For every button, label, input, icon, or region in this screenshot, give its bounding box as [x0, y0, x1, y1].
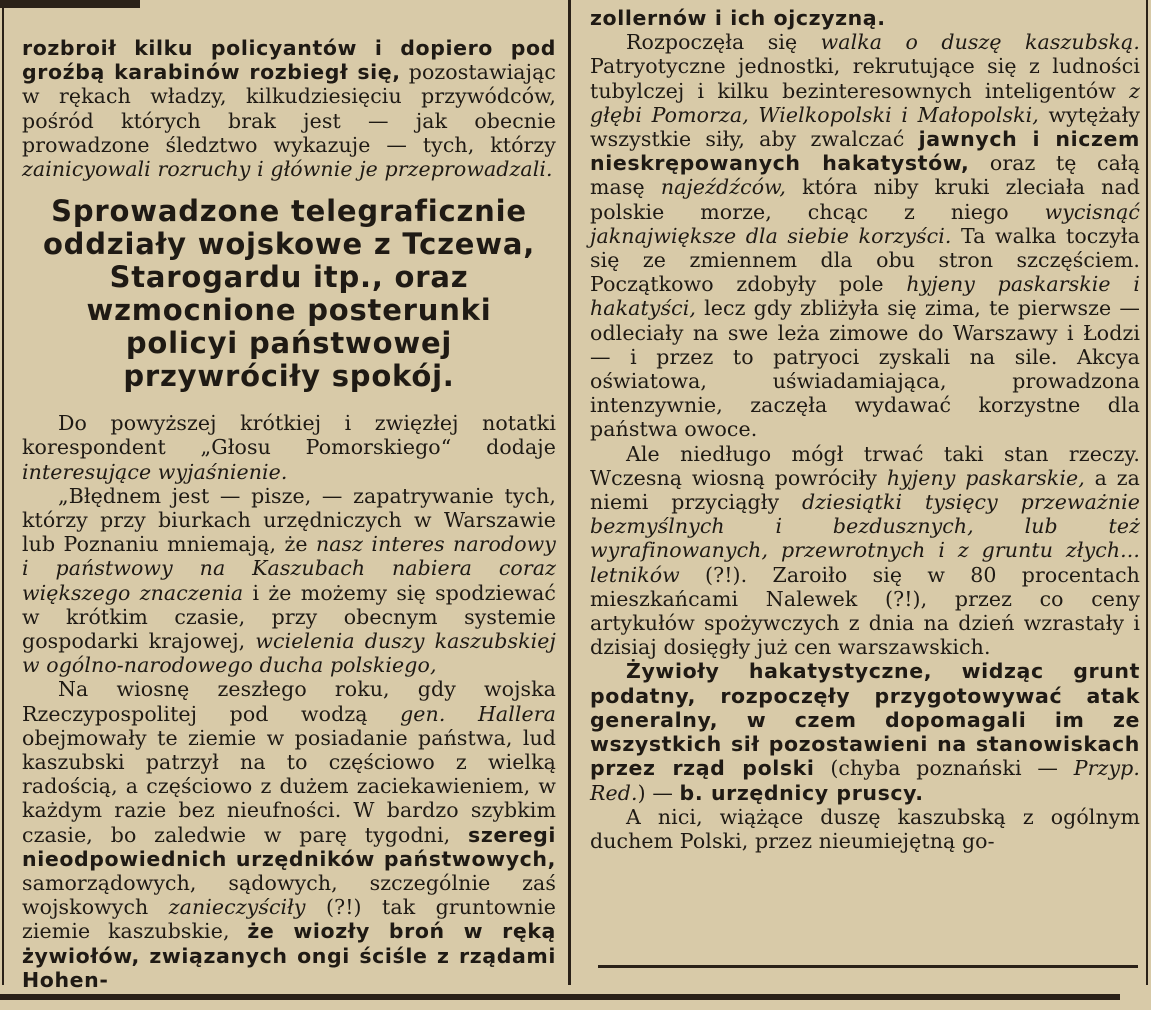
right-paragraph-4	[590, 805, 1140, 853]
right-p1-a: Rozpoczęła się	[626, 30, 821, 55]
right-p1-d: z głębi Pomorza, Wielkopolski i Małopolski,	[590, 78, 1140, 127]
right-p1-f: jawnych i niczem nieskrępowanych hakatystów,	[590, 127, 1141, 176]
right-p2-a: Ale niedługo mógł trwać taki stan rzeczy. Wczesną wiosną powróciły	[590, 441, 1140, 490]
right-p0-bold: zollernów i ich ojczyzną.	[590, 6, 886, 30]
right-p3-c: Przyp. Red.	[590, 756, 1140, 805]
left-p2-text-c: i że możemy się spodziewać w krótkim czasie, przy obecnym systemie gospodarki krajowej,	[22, 580, 556, 654]
bottom-rule	[0, 994, 1120, 1000]
right-p1-e: wytężały wszystkie siły, aby zwalczać	[590, 102, 1140, 152]
right-p1-i: która niby kruki zleciała nad polskie morze, chcąc z niego	[590, 175, 1140, 224]
right-p1-k: Ta walka toczyła się ze zmiennem dla obu stron szczęściem. Początkowo zdobyły pole	[590, 223, 1140, 297]
left-p3-text-a: Na wiosnę zeszłego roku, gdy wojska Rzeczypospolitej pod wodzą	[22, 677, 556, 726]
left-column	[22, 36, 556, 992]
right-column	[590, 6, 1140, 853]
right-paragraph-3	[590, 659, 1140, 804]
right-paragraph-0	[590, 6, 1140, 30]
right-p3-e: b. urzędnicy pruscy.	[679, 780, 924, 805]
right-p3-b: (chyba poznański —	[814, 756, 1074, 781]
left-p0-text: pozostawiając w rękach władzy, kilkudziesięciu przywódców, pośród których brak jest — jak obecnie prowadzone śledztwo wykazuje — tych, którzy	[22, 60, 556, 157]
article-headline: Sprowadzone telegraficznie oddziały wojskowe z Tczewa, Starogardu itp., oraz wzmocnione posterunki policyi państwowej przywróciły spokój.	[42, 194, 536, 394]
right-p1-m: lecz gdy zbliżyła się zima, te pierwsze — odleciały na swe leża zimowe do Warszawy i Łodzi — i przez to patryoci zyskali na sile. Akcya oświatowa, uświadamiająca, prowadzona intenzywnie, zaczęła wydawać korzystne dla państwa owoce.	[590, 296, 1140, 442]
top-rule-left	[0, 0, 140, 8]
left-p0-italic: zainicyowali rozruchy i głównie je przeprowadzali.	[22, 157, 553, 182]
column-end-rule	[598, 965, 1138, 968]
right-p2-b: hyjeny paskarskie,	[886, 465, 1085, 490]
right-p1-h: najeźdźców,	[660, 175, 787, 200]
right-p1-g: oraz tę całą masę	[590, 151, 1140, 200]
right-p2-d: dziesiątki tysięcy przeważnie bezmyślnych i bezdusznych, lub też wyrafinowanych, przewrotnych i z gruntu złych... letników	[590, 490, 1140, 587]
right-p2-c: a za niemi przyciągły	[590, 465, 1140, 515]
left-p3-italic-f: zanieczyściły	[168, 895, 306, 920]
left-paragraph-3	[22, 677, 556, 992]
right-p1-l: hyjeny paskarskie i hakatyści,	[590, 272, 1140, 321]
left-paragraph-0	[22, 36, 556, 181]
column-divider-right-edge	[1146, 0, 1148, 985]
column-divider-left-edge	[2, 0, 4, 985]
right-p1-j: wycisnąć jaknajwiększe dla siebie korzyści.	[590, 199, 1140, 248]
right-p3-d: ) —	[637, 780, 680, 805]
left-paragraph-2	[22, 484, 556, 678]
left-p2-italic-b: nasz interes narodowy i państwowy na Kaszubach nabiera coraz większego znaczenia	[22, 532, 556, 605]
left-paragraph-1	[22, 411, 556, 484]
column-divider-center	[568, 0, 571, 985]
left-p3-text-c: obejmowały te ziemie w posiadanie państwa, lud kaszubski patrzył na to częściowo z wielką radością, a częściowo z dużem zaciekawieniem, w każdym razie bez nieufności. W bardzo szybkim czasie, bo zaledwie w parę tygodni,	[22, 725, 556, 847]
right-paragraph-1	[590, 30, 1140, 441]
right-p1-b: walka o duszę kaszubską.	[820, 30, 1140, 55]
right-p2-e: (?!). Zaroiło się w 80 procentach mieszkańcami Nalewek (?!), przez co ceny artykułów spożywczych z dnia na dzień wzrastały i dzisiaj dosięgły już cen warszawskich.	[590, 562, 1140, 660]
left-p2-text-a: „Błędnem jest — pisze, — zapatrywanie tych, którzy przy biurkach urzędniczych w Warszawie lub Poznaniu mniemają, że	[22, 483, 556, 557]
left-p3-bold-d: szeregi nieodpowiednich urzędników państwowych,	[22, 822, 556, 871]
left-p3-italic-b: gen. Hallera	[400, 701, 557, 726]
right-paragraph-2	[590, 442, 1140, 660]
left-p1-italic: interesujące wyjaśnienie.	[22, 459, 288, 484]
left-p2-italic-d: wcielenia duszy kaszubskiej w ogólno-narodowego ducha polskiego,	[22, 629, 556, 678]
left-p1-text: Do powyższej krótkiej i zwięzłej notatki korespondent „Głosu Pomorskiego“ dodaje	[22, 411, 556, 460]
right-p1-c: Patryotyczne jednostki, rekrutujące się z ludności tubylczej i kilku bezinteresownych inteligentów	[590, 54, 1140, 103]
right-p4-a: A nici, wiążące duszę kaszubską z ogólnym duchem Polski, przez nieumiejętną go-	[590, 804, 1140, 853]
left-p3-bold-h: że wiozły broń w ręką żywiołów, związanych ongi ściśle z rządami Hohen-	[22, 919, 556, 992]
left-p3-text-e: samorządowych, sądowych, szczególnie zaś wojskowych	[22, 871, 556, 920]
left-p0-bold: rozbroił kilku policyantów i dopiero pod groźbą karabinów rozbiegł się,	[22, 36, 556, 85]
right-p3-a: Żywioły hakatystyczne, widząc grunt podatny, rozpoczęły przygotowywać atak generalny, w czem dopomagali im ze wszystkich sił pozostawieni na stanowiskach przez rząd polski	[590, 659, 1140, 781]
left-p3-text-g: (?!) tak gruntownie ziemie kaszubskie,	[22, 895, 556, 944]
